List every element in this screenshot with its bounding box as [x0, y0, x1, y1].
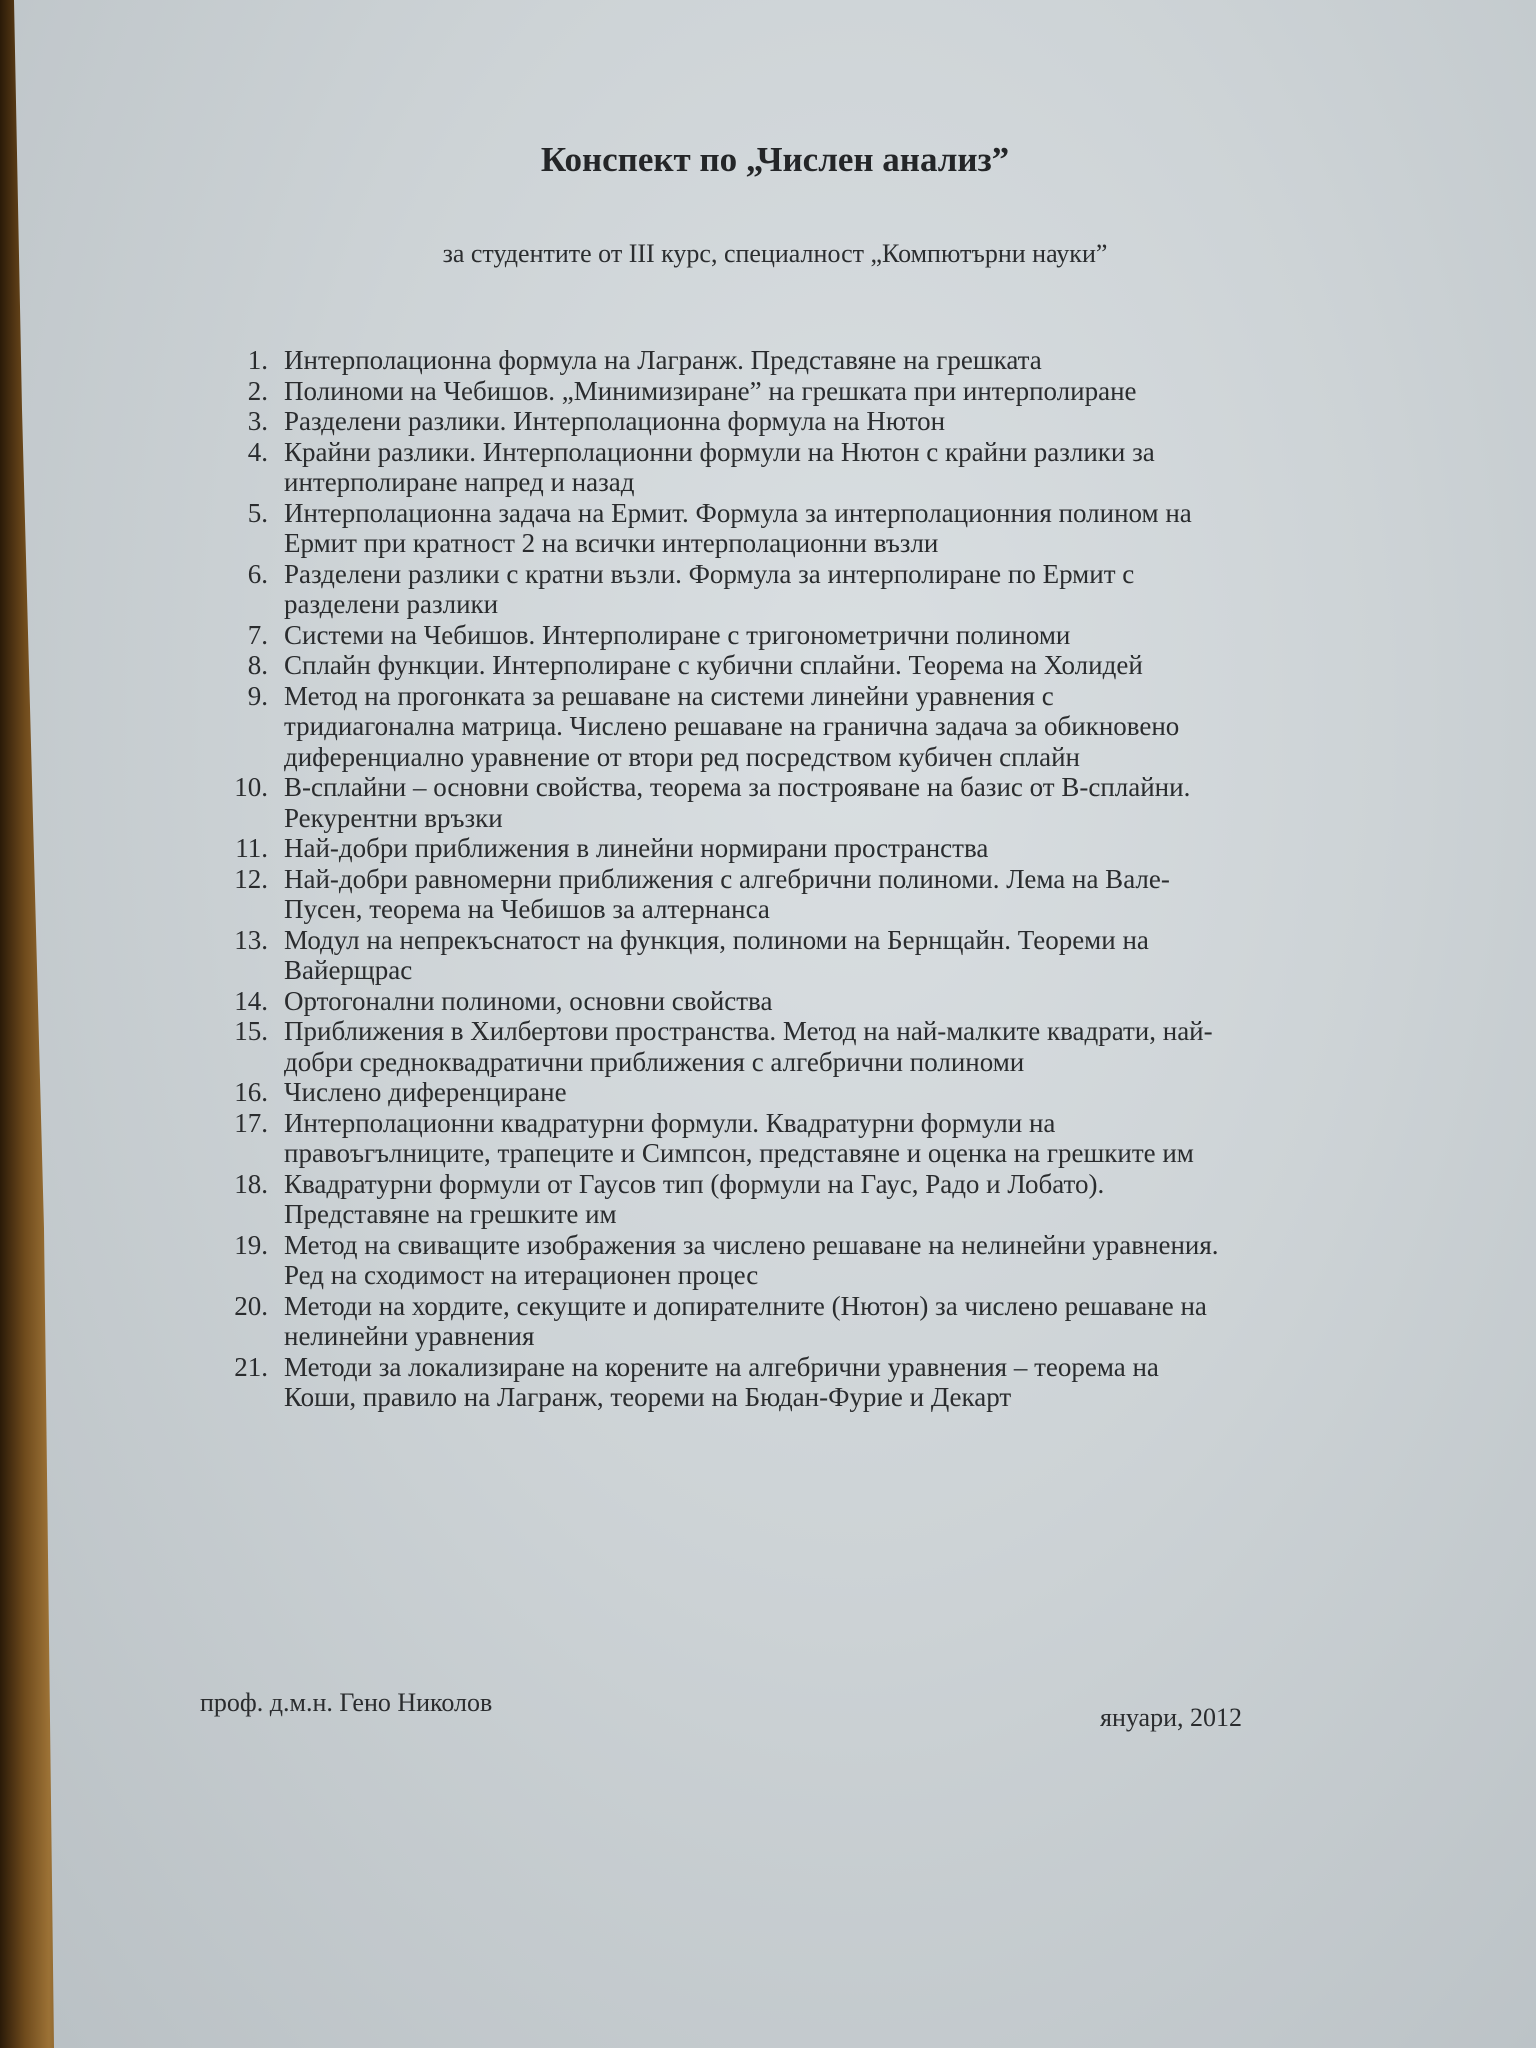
topic-text-line: Метод на прогонката за решаване на системи линейни уравнения с: [284, 680, 1054, 711]
topic-item: [222, 1108, 1362, 1169]
topic-item: [222, 986, 1362, 1017]
topic-number: 20.: [234, 1290, 268, 1321]
topic-text-line: добри средноквадратични приближения с алгебрични полиноми: [284, 1046, 1025, 1077]
topic-item: [222, 1291, 1362, 1352]
topic-text-line: нелинейни уравнения: [284, 1321, 535, 1351]
topic-number: 17.: [234, 1107, 268, 1138]
topic-number: 18.: [234, 1168, 268, 1199]
topic-item: [222, 650, 1362, 681]
topic-number: 3.: [247, 406, 268, 436]
document-date: януари, 2012: [1100, 1703, 1242, 1732]
topic-text-line: тридиагонална матрица. Числено решаване на гранична задача за обикновено: [284, 711, 1180, 741]
topic-text-line: диференциално уравнение от втори ред посредством кубичен сплайн: [284, 741, 1080, 772]
topic-text-line: Разделени разлики с кратни възли. Формула за интерполиране по Ермит с: [284, 558, 1135, 589]
topic-text-line: разделени разлики: [284, 589, 499, 619]
topic-number: 7.: [247, 619, 268, 650]
topic-item: [222, 1352, 1362, 1413]
topic-number: 15.: [234, 1016, 268, 1046]
topic-item: [222, 1077, 1362, 1108]
topic-number: 8.: [247, 650, 268, 680]
topic-text-line: Числено диференциране: [284, 1077, 567, 1107]
topic-item: [222, 498, 1362, 559]
topic-item: [222, 1016, 1362, 1077]
topic-item: [222, 1230, 1362, 1291]
topic-text-line: Системи на Чебишов. Интерполиране с тригонометрични полиноми: [284, 619, 1071, 650]
topic-item: [222, 833, 1362, 864]
topic-text-line: Интерполационна задача на Ермит. Формула за интерполационния полином на: [284, 497, 1192, 528]
topic-number: 1.: [247, 345, 268, 375]
topic-item: [222, 864, 1362, 925]
topic-number: 19.: [234, 1229, 268, 1260]
topic-number: 2.: [247, 375, 268, 406]
topic-text-line: Ред на сходимост на итерационен процес: [284, 1260, 759, 1290]
topic-number: 21.: [234, 1351, 268, 1382]
topic-number: 10.: [234, 772, 268, 802]
topic-item: [222, 620, 1362, 651]
topic-item: [222, 559, 1362, 620]
topic-text-line: Най-добри приближения в линейни нормирани пространства: [284, 833, 989, 863]
topic-text-line: Ортогонални полиноми, основни свойства: [284, 985, 773, 1016]
topic-text-line: Интерполационна формула на Лагранж. Представяне на грешката: [284, 345, 1042, 375]
topic-text-line: Методи за локализиране на корените на алгебрични уравнения – теорема на: [284, 1351, 1159, 1382]
topic-text-line: Полиноми на Чебишов. „Минимизиране” на грешката при интерполиране: [284, 375, 1137, 406]
topic-text-line: Коши, правило на Лагранж, теореми на Бюдан-Фурие и Декарт: [284, 1382, 1012, 1412]
topic-text-line: правоъгълниците, трапеците и Симпсон, представяне и оценка на грешките им: [284, 1138, 1194, 1168]
topic-item: [222, 376, 1362, 407]
topic-item: [222, 772, 1362, 833]
topic-text-line: Рекурентни връзки: [284, 802, 503, 833]
topic-text-line: Интерполационни квадратурни формули. Квадратурни формули на: [284, 1107, 1056, 1138]
topics-list: [222, 345, 1362, 1413]
topic-text-line: Приближения в Хилбертови пространства. Метод на най-малките квадрати, най-: [284, 1016, 1213, 1046]
topic-text-line: Метод на свиващите изображения за числено решаване на нелинейни уравнения.: [284, 1229, 1219, 1260]
topic-number: 6.: [247, 558, 268, 589]
author-signature: проф. д.м.н. Гено Николов: [200, 1688, 493, 1717]
topic-text-line: Сплайн функции. Интерполиране с кубични сплайни. Теорема на Холидей: [284, 650, 1143, 680]
topic-text-line: интерполиране напред и назад: [284, 467, 635, 497]
topic-text-line: Методи на хордите, секущите и допирателните (Нютон) за числено решаване на: [284, 1290, 1207, 1321]
document-subtitle: за студентите от III курс, специалност „Компютърни науки”: [442, 239, 1108, 268]
topic-number: 5.: [247, 497, 268, 528]
topic-number: 14.: [234, 985, 268, 1016]
topic-text-line: Пусен, теорема на Чебишов за алтернанса: [284, 894, 770, 924]
topic-number: 12.: [234, 863, 268, 894]
topic-text-line: Представяне на грешките им: [284, 1199, 617, 1229]
topic-number: 16.: [234, 1077, 268, 1107]
topic-item: [222, 681, 1362, 773]
topic-text-line: Вайерщрас: [284, 955, 413, 985]
topic-item: [222, 437, 1362, 498]
topic-item: [222, 406, 1362, 437]
topic-number: 4.: [247, 436, 268, 467]
topic-text-line: Разделени разлики. Интерполационна формула на Нютон: [284, 406, 946, 436]
topic-text-line: Крайни разлики. Интерполационни формули на Нютон с крайни разлики за: [284, 436, 1155, 467]
topic-text-line: Квадратурни формули от Гаусов тип (формули на Гаус, Радо и Лобато).: [284, 1168, 1105, 1199]
topic-item: [222, 1169, 1362, 1230]
topic-item: [222, 925, 1362, 986]
topic-text-line: Ермит при кратност 2 на всички интерполационни възли: [284, 528, 939, 558]
topic-item: [222, 345, 1362, 376]
topic-number: 13.: [234, 924, 268, 955]
topic-number: 11.: [235, 833, 268, 863]
topic-text-line: Модул на непрекъснатост на функция, полиноми на Бернщайн. Теореми на: [284, 924, 1149, 955]
document-title: Конспект по „Числен анализ”: [540, 140, 1010, 179]
topic-number: 9.: [247, 680, 268, 711]
topic-text-line: Най-добри равномерни приближения с алгебрични полиноми. Лема на Вале-: [284, 863, 1170, 894]
topic-text-line: B-сплайни – основни свойства, теорема за построяване на базис от B-сплайни.: [284, 772, 1191, 802]
